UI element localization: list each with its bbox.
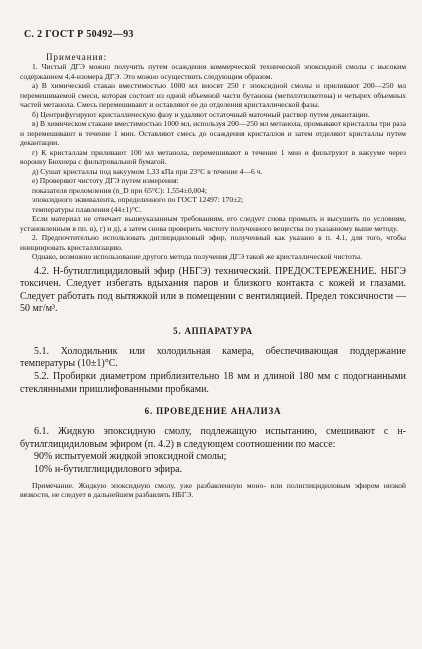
clause-6-1: 6.1. Жидкую эпоксидную смолу, подлежащую испытанию, смешивают с н-бутилглицидиловым эфиром (п. 4.2) в следующем соотношении по массе: (20, 426, 406, 450)
clause-5-2: 5.2. Пробирки диаметром приблизительно 18 мм и длиной 180 мм с подогнанными стеклянными пришлифованными пробками. (20, 371, 406, 395)
clause-5-1: 5.1. Холодильник или холодильная камера, обеспечивающая поддержание температуры (10±1)°С. (20, 345, 406, 370)
notes-title: Примечания: (46, 52, 108, 62)
note-step-a: а) В химический стакан вместимостью 1000 мл вносят 250 г эпоксидной смолы и приливают 200—250 мл перемешиваемой смеси, которая состоит из одной объемной части бутанона (метилэтилкетона) и четырех объемных частей метанола. Смесь перемешивают и оставляют ее до отделения кристаллической фазы. (20, 81, 406, 109)
note-step-e: е) Проверяют чистоту ДГЭ путем измерения: (32, 176, 179, 185)
notes-block (20, 62, 406, 262)
note-however: Однако, возможно использование другого метода получения ДГЭ такой же кристаллической чистоты. (32, 252, 362, 261)
note-step-b: б) Центрифугируют кристаллическую фазу и удаляют остаточный маточный раствор путем декантации. (32, 109, 370, 119)
note-1: 1. Чистый ДГЭ можно получить путем осаждения коммерческой технической эпоксидной смолы с высоким содержанием 4,4-изомера ДГЭ. Это можно осуществить следующим образом. (20, 62, 406, 81)
section-5-body (20, 346, 406, 396)
note-2: 2. Предпочтительно использовать диглицидиловый эфир, полученный как указано в п. 4.1, для того, чтобы инициировать кристаллизацию. (20, 233, 406, 252)
section-6-body (20, 426, 406, 476)
note-step-e-item2: эпоксидного эквивалента, определенного по ГОСТ 12497: 170±2; (32, 195, 244, 204)
note-if-not: Если материал не отвечает вышеуказанным требованиям, его следует снова промыть и высушить по условиям, установленным в пп. в), г) и д), а затем снова проверить чистоту полученного вещества по указанному выше методу. (20, 214, 406, 233)
section-6-note-block (20, 481, 406, 500)
ratio-item-1: 90% испытуемой жидкой эпоксидной смолы; (34, 451, 227, 463)
note-step-v: в) В химическом стакане вместимостью 1000 мл, используя 200—250 мл метанола, промывают кристаллы три раза и перемешивают в течение 1 мин. Оставляют смесь до осаждения кристаллов и затем отделяют кристаллы путем декантации. (20, 119, 406, 147)
section-5-title: 5. АППАРАТУРА (173, 325, 253, 336)
page-header: С. 2 ГОСТ Р 50492—93 (24, 29, 134, 40)
note-step-e-item1: показателя преломления (n_D при 65°С): 1,554±0,004; (32, 185, 208, 195)
note-step-g: г) К кристаллам приливают 100 мл метанола, перемешивают в течение 1 мин и фильтруют в вакууме через воронку Бюхнера с фильтровальной бумагой. (20, 147, 406, 166)
note-step-e-item3: температуры плавления (44±1)°С. (32, 204, 142, 214)
ratio-item-2: 10% н-бутилглицидилового эфира. (34, 464, 183, 476)
note-step-d: д) Сушат кристаллы под вакуумом 1,33 кПа при 23°С в течение 4—6 ч. (32, 166, 263, 176)
section-6-title: 6. ПРОВЕДЕНИЕ АНАЛИЗА (144, 406, 282, 417)
section-6-note: Примечание. Жидкую эпоксидную смолу, уже разбавленную моно- или полиглицидиловым эфиром низкой вязкости, не следует в дальнейшем разбавлять НБГЭ. (20, 480, 406, 500)
clause-4-2: 4.2. Н-бутилглицидиловый эфир (НБГЭ) технический. ПРЕДОСТЕРЕЖЕНИЕ. НБГЭ токсичен. Следует избегать вдыхания паров и близкого контакта с кожей и глазами. Следует работать под вытяжкой или в помещении с вентиляцией. Предел токсичности — 50 мг/м³. (20, 265, 406, 315)
clause-4-2-block (20, 266, 406, 316)
